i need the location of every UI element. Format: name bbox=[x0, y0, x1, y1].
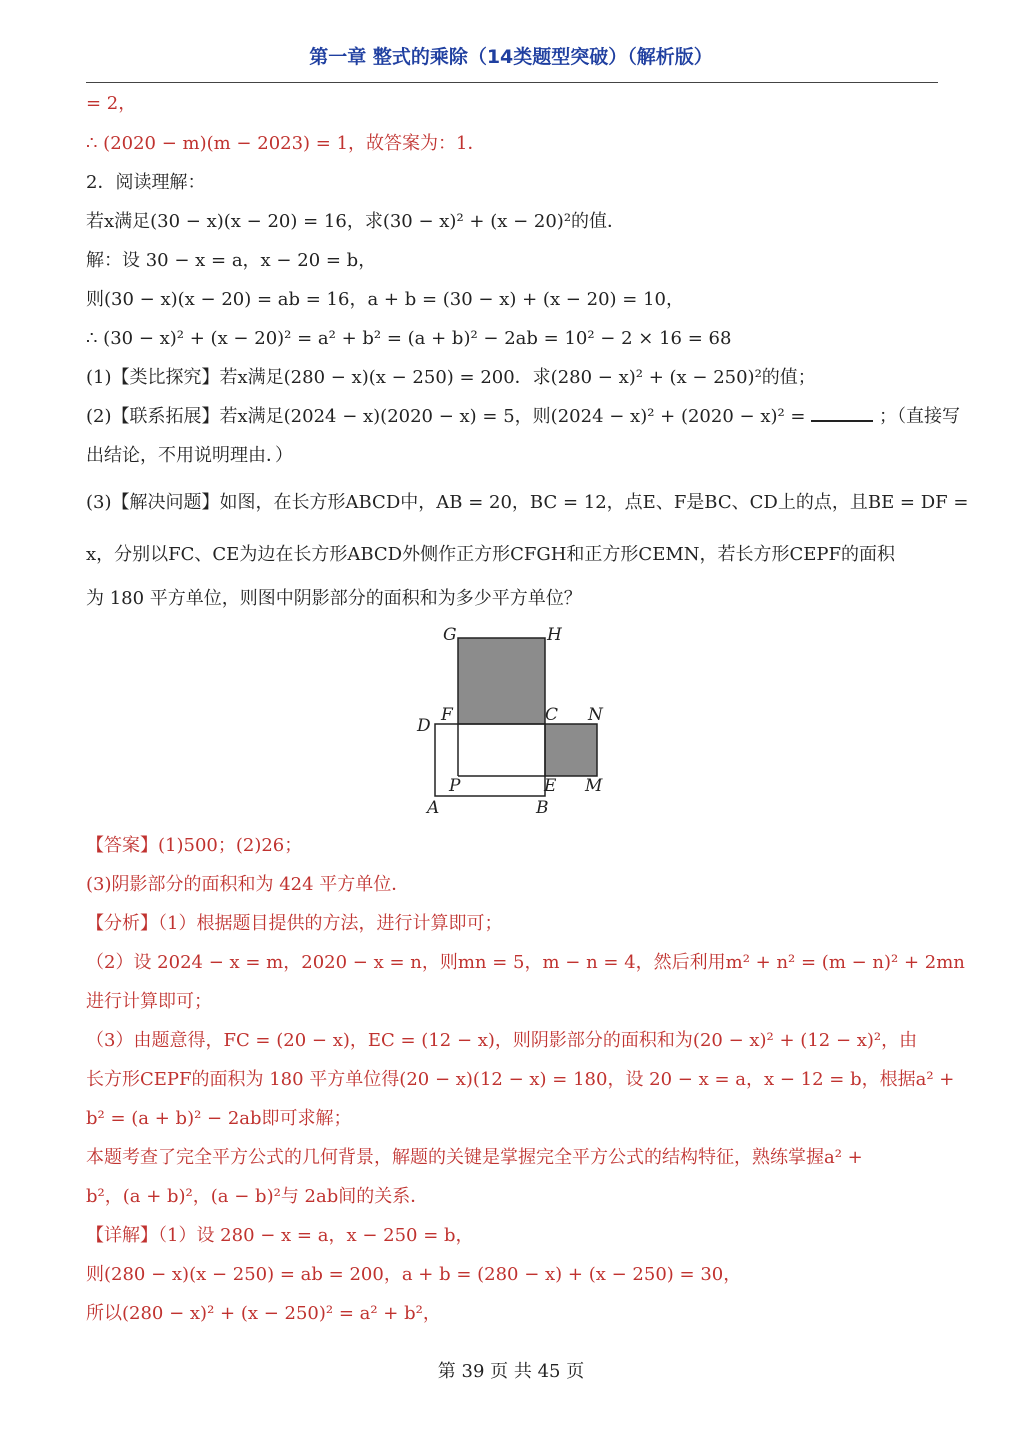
question-2-text: (2)【联系拓展】若x满足(2024 − x)(2020 − x) = 5，则(2024 − x)² + (2020 − x)² = bbox=[86, 406, 806, 427]
question-2-cont: 出结论，不用说明理由．） bbox=[86, 445, 293, 466]
answer-line: 【答案】(1)500；(2)26； bbox=[86, 835, 303, 856]
answer-blank bbox=[811, 406, 873, 422]
question-1: (1)【类比探究】若x满足(280 − x)(x − 250) = 200．求(280 − x)² + (x − 250)²的值； bbox=[86, 367, 816, 388]
analysis-3-cont-2: b² = (a + b)² − 2ab即可求解； bbox=[86, 1108, 352, 1129]
question-3: (3)【解决问题】如图，在长方形ABCD中，AB = 20，BC = 12，点E、F是BC、CD上的点，且BE = DF = bbox=[86, 492, 969, 513]
square-CFGH bbox=[458, 638, 545, 724]
analysis-summary-cont: b²，(a + b)²，(a − b)²与 2ab间的关系． bbox=[86, 1186, 429, 1207]
detail-1: 【详解】（1）设 280 − x = a，x − 250 = b， bbox=[86, 1225, 474, 1246]
text-line-1: = 2， bbox=[86, 93, 137, 114]
detail-2: 则(280 − x)(x − 250) = ab = 200，a + b = (280 − x) + (x − 250) = 30， bbox=[86, 1264, 742, 1285]
text-line-4: 若x满足(30 − x)(x − 20) = 16，求(30 − x)² + (x − 20)²的值． bbox=[86, 211, 626, 232]
analysis-1: 【分析】（1）根据题目提供的方法，进行计算即可； bbox=[86, 913, 503, 934]
header-rule bbox=[86, 82, 938, 83]
label-A: A bbox=[427, 798, 440, 818]
answer-line-2: (3)阴影部分的面积和为 424 平方单位． bbox=[86, 874, 410, 895]
question-3-cont-2: 为 180 平方单位，则图中阴影部分的面积和为多少平方单位？ bbox=[86, 588, 582, 609]
label-F: F bbox=[441, 705, 453, 725]
label-B: B bbox=[536, 798, 549, 818]
analysis-summary: 本题考查了完全平方公式的几何背景，解题的关键是掌握完全平方公式的结构特征，熟练掌握a² + bbox=[86, 1147, 863, 1168]
page-footer: 第 39 页 共 45 页 bbox=[437, 1361, 585, 1382]
label-N: N bbox=[588, 705, 603, 725]
text-line-6: 则(30 − x)(x − 20) = ab = 16，a + b = (30 − x) + (x − 20) = 10， bbox=[86, 289, 684, 310]
text-line-7: ∴ (30 − x)² + (x − 20)² = a² + b² = (a + b)² − 2ab = 10² − 2 × 16 = 68 bbox=[86, 328, 732, 349]
label-H: H bbox=[547, 625, 562, 645]
label-C: C bbox=[545, 705, 559, 725]
square-CEMN bbox=[545, 724, 597, 776]
analysis-3-cont-1: 长方形CEPF的面积为 180 平方单位得(20 − x)(12 − x) = 180，设 20 − x = a，x − 12 = b，根据a² + bbox=[86, 1069, 955, 1090]
question-2-tail: ；（直接写 bbox=[878, 406, 960, 427]
page-header: 第一章 整式的乘除（14类题型突破）（解析版） bbox=[309, 46, 713, 68]
question-2 bbox=[86, 405, 960, 429]
analysis-2-cont: 进行计算即可； bbox=[86, 991, 212, 1012]
label-E: E bbox=[544, 776, 557, 796]
label-G: G bbox=[443, 625, 457, 645]
question-3-cont-1: x，分别以FC、CE为边在长方形ABCD外侧作正方形CFGH和正方形CEMN，若长方形CEPF的面积 bbox=[86, 544, 896, 565]
geometry-figure bbox=[410, 620, 630, 820]
text-line-3: 2．阅读理解： bbox=[86, 172, 206, 193]
label-D: D bbox=[417, 716, 431, 736]
label-M: M bbox=[585, 776, 603, 796]
analysis-2: （2）设 2024 − x = m，2020 − x = n，则mn = 5，m − n = 4，然后利用m² + n² = (m − n)² + 2mn bbox=[86, 952, 965, 973]
analysis-3: （3）由题意得，FC = (20 − x)，EC = (12 − x)，则阴影部分的面积和为(20 − x)² + (12 − x)²，由 bbox=[86, 1030, 918, 1051]
text-line-2: ∴ (2020 − m)(m − 2023) = 1，故答案为：1． bbox=[86, 133, 486, 154]
detail-3: 所以(280 − x)² + (x − 250)² = a² + b²， bbox=[86, 1303, 441, 1324]
text-line-5: 解：设 30 − x = a，x − 20 = b， bbox=[86, 250, 377, 271]
label-P: P bbox=[449, 776, 461, 796]
